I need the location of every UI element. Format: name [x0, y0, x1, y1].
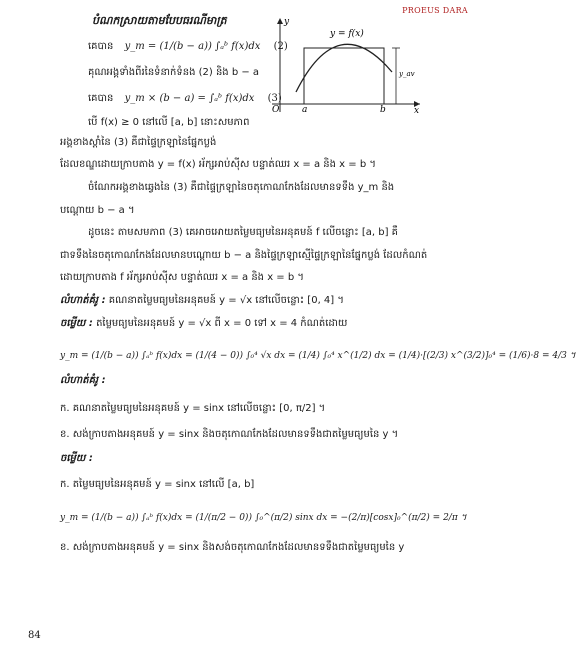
b-label: b: [380, 105, 386, 115]
line-3-pre: គេបាន: [88, 93, 114, 104]
header-brand: PROEUS DARA: [402, 6, 468, 15]
solution-2-label: ចម្លើយ :: [60, 453, 93, 464]
solution-2-b: ខ. សង់ក្រាបតាងអនុគមន៍ y = sinx និងសង់ចតុកោណកែងដែលមានទទឹងជាតម្លៃមធ្យមនៃ y: [60, 542, 405, 553]
page-number: 84: [28, 630, 41, 641]
y-axis-label: y: [284, 17, 290, 27]
line-6: ដែលខណ្ឌដោយក្រាបតាង y = f(x) អ័ក្សអាប់ស៊ីស បន្ទាត់ឈរ x = a និង x = b ។: [60, 159, 376, 170]
line-7: ចំណែកអង្គខាងឆ្វេងនៃ (3) គឺជាផ្ទៃក្រឡានៃចតុកោណកែងដែលមានទទឹង y_m និង: [88, 182, 395, 193]
line-3: [88, 92, 282, 106]
example-1-label: លំហាត់គំរូ :: [60, 295, 106, 306]
line-1-math: y_m = (1/(b − a)) ∫ₐᵇ f(x)dx: [124, 41, 261, 52]
line-5: អង្គខាងស្ដាំនៃ (3) គឺជាផ្ទៃក្រឡានៃផ្នែកប្លង់: [60, 137, 217, 148]
curve-label: y = f(x): [330, 29, 364, 39]
line-1-pre: គេបាន: [88, 41, 114, 52]
line-8: បណ្ដោយ b − a ។: [60, 205, 135, 216]
height-label: y_av: [399, 70, 415, 78]
line-3-tag: (3): [267, 93, 282, 104]
line-2: គុណអង្គទាំងពីរនៃទំនាក់ទំនង (2) និង b − a: [88, 67, 260, 78]
solution-1-label: ចម្លើយ :: [60, 318, 93, 329]
origin-label: O: [272, 105, 280, 115]
line-1-tag: (2): [273, 41, 288, 52]
solution-1-math: y_m = (1/(b − a)) ∫ₐᵇ f(x)dx = (1/(4 − 0)) ∫₀⁴ √x dx = (1/4) ∫₀⁴ x^(1/2) dx = (1/4)·[(2/3) x^(3/2)]₀⁴ = (1/6)·8 = 4/3 ។: [60, 351, 576, 361]
a-label: a: [302, 105, 308, 115]
line-1: [88, 40, 288, 54]
line-10: ជាទទឹងនៃចតុកោណកែងដែលមានបណ្ដោយ b − a និងផ្ទៃក្រឡាស្មើផ្ទៃក្រឡានៃផ្នែកប្លង់ ដែលកំណត់: [60, 250, 428, 261]
solution-1-text: តម្លៃមធ្យមនៃអនុគមន៍ y = √x ពី x = 0 ទៅ x = 4 កំណត់ដោយ: [96, 318, 348, 329]
line-9: ដូចនេះ តាមសមភាព (3) គេអាចអោយតម្លៃមធ្យមនៃអនុគមន៍ f លើចន្លោះ [a, b] គឺ: [88, 227, 399, 238]
line-4: បើ f(x) ≥ 0 នៅលើ [a, b] នោះសមភាព: [88, 117, 250, 128]
section-heading: បំណកស្រាយតាមបែបធរណីមាត្រ: [92, 14, 227, 27]
example-2-a: ក. គណនាតម្លៃមធ្យមនៃអនុគមន៍ y = sinx នៅលើចន្លោះ [0, π/2] ។: [60, 403, 326, 414]
example-2-b: ខ. សង់ក្រាបតាងអនុគមន៍ y = sinx និងចតុកោណកែងដែលមានទទឹងជាតម្លៃមធ្យមនៃ y ។: [60, 429, 399, 440]
solution-1: [60, 317, 347, 331]
example-2-label: លំហាត់គំរូ :: [60, 375, 106, 386]
solution-2-a: ក. តម្លៃមធ្យមនៃអនុគមន៍ y = sinx នៅលើ [a, b]: [60, 479, 255, 490]
x-axis-label: x: [414, 106, 420, 116]
example-1-text: គណនាតម្លៃមធ្យមនៃអនុគមន៍ y = √x នៅលើចន្លោះ [0, 4] ។: [108, 295, 344, 306]
line-3-math: y_m × (b − a) = ∫ₐᵇ f(x)dx: [124, 93, 255, 104]
example-1: [60, 294, 344, 308]
line-11: ដោយក្រាបតាង f អ័ក្សអាប់ស៊ីស បន្ទាត់ឈរ x = a និង x = b ។: [60, 272, 304, 283]
average-value-figure: [268, 14, 424, 114]
solution-2-math: y_m = (1/(b − a)) ∫ₐᵇ f(x)dx = (1/(π/2 − 0)) ∫₀^(π/2) sinx dx = −(2/π)[cosx]₀^(π/2) = 2/π ។: [60, 513, 467, 523]
